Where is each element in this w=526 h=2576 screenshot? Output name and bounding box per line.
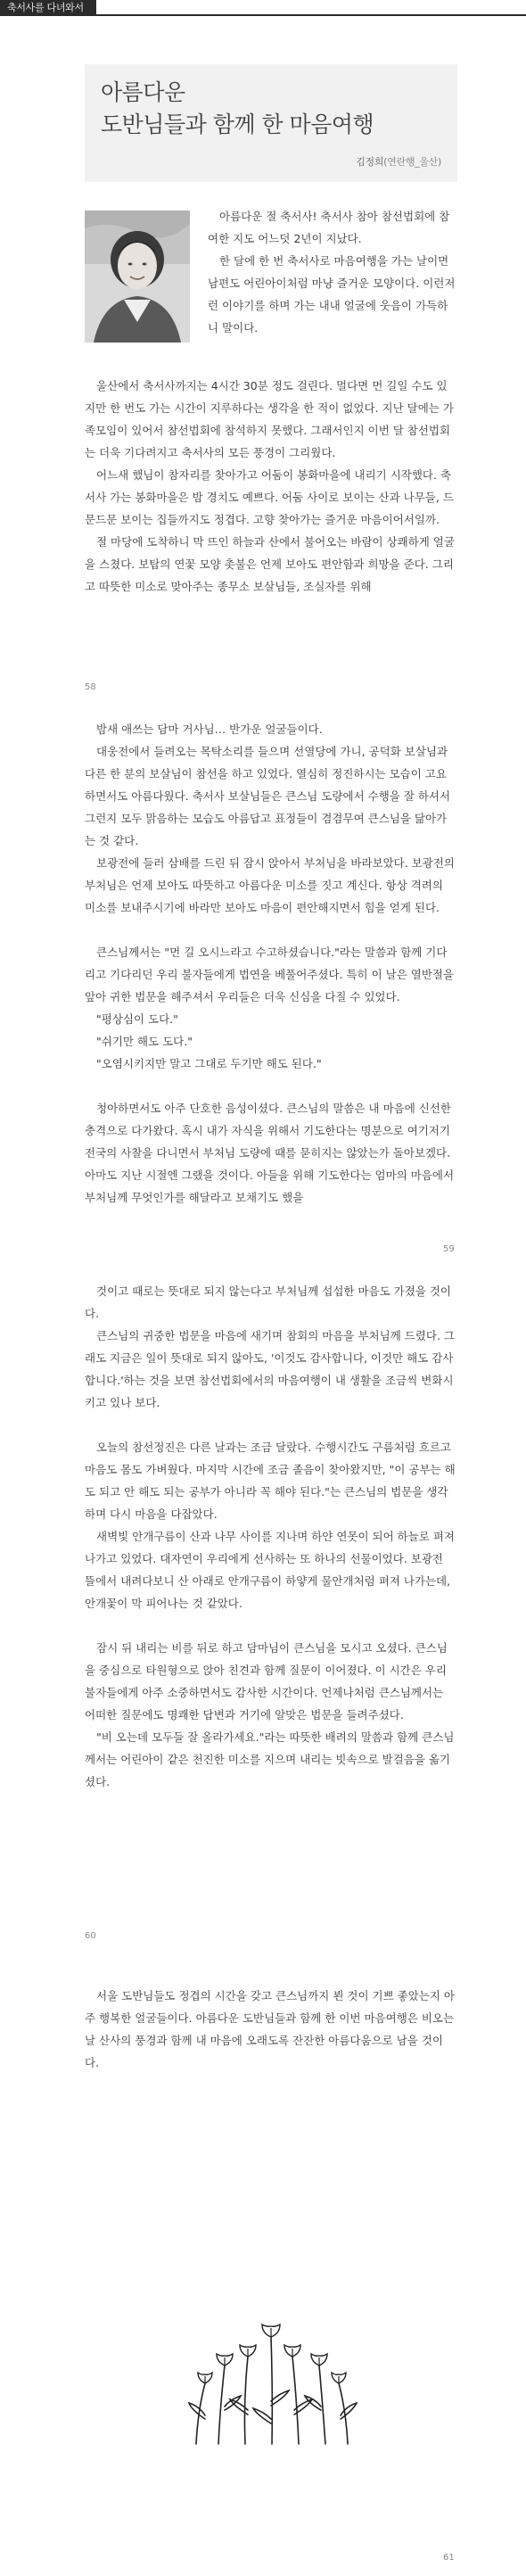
paragraph: 어느새 했님이 참자리를 찾아가고 어둠이 봉화마을에 내리기 시작했다. 축서사 가는 봉화마을은 밤 경치도 예쁘다. 어둠 사이로 보이는 산과 나무들, 드문드문 보이는 집들까지도 정겹다. 고향 찾아가는 즐거운 마음이어서일까. <box>85 468 454 526</box>
byline <box>356 154 441 169</box>
paragraph: 것이고 때로는 뜻대로 되지 않는다고 부처님께 섭섭한 마음도 가졌을 것이다. <box>85 1284 452 1320</box>
page-number: 59 <box>443 1244 455 1254</box>
article-header <box>85 64 457 182</box>
quote: "쉬기만 해도 도다." <box>96 1035 193 1048</box>
lead-text <box>208 205 457 339</box>
flower-illustration <box>178 2321 366 2446</box>
paragraph: 절 마당에 도착하니 막 뜨인 하늘과 산에서 불어오는 바람이 상쾌하게 얼굴을 스쳤다. 보탑의 연꽃 모양 촛불은 언제 보아도 편안함과 희망을 준다. 그리고 따뜻한 미소로 맞아주는 종무소 보살님들, 조실자를 위해 <box>85 535 455 593</box>
paragraph: 울산에서 축서사까지는 4시간 30분 정도 걸린다. 멀다면 먼 길일 수도 있지만 한 번도 가는 시간이 지루하다는 생각을 한 적이 없었다. 지난 달에는 가족모임이 있어서 참선법회에 참석하지 못했다. 그래서인지 이번 달 참선법회는 더욱 기다려지고 축서사의 모든 풍경이 그리웠다. <box>85 379 454 459</box>
paragraph: 서울 도반님들도 정겹의 시간을 갖고 큰스님까지 뵌 것이 기쁘 좋았는지 아주 행복한 얼굴들이다. 아름다운 도반님들과 함께 한 이번 마음여행은 비오는 날 산사의 풍경과 함께 내 마음에 오래도록 잔잔한 아름다움으로 남을 것이다. <box>85 1989 455 2069</box>
paragraph: 새벽빛 안개구름이 산과 나무 사이를 지나며 하얀 연못이 되어 하늘로 펴져나가고 있었다. 대자연이 우리에게 선사하는 또 하나의 선물이었다. 보광전 뜰에서 내려다보니 산 아래로 안개구름이 하얗게 물안개처럼 펴져 나가는데, 안개꽃이 막 피어나는 것 같았다. <box>85 1530 455 1610</box>
page-number: 58 <box>85 682 96 692</box>
article-title-line1: 아름다운 <box>101 79 185 105</box>
body-section-2 <box>85 718 457 1209</box>
paragraph: 큰스님께서는 "먼 길 오시느라고 수고하셨습니다."라는 말씀과 함께 기다리고 기다리던 우리 불자들에게 법연을 베풀어주셨다. 특히 이 날은 열반절을 앞아 귀한 법문을 해주셔서 우리들은 더욱 신심을 다질 수 있었다. <box>85 945 455 1003</box>
paragraph: 잠시 뒤 내리는 비를 뒤로 하고 담마님이 큰스님을 모시고 오셨다. 큰스님을 중심으로 타원형으로 앉아 친견과 함께 질문이 이어졌다. 이 시간은 우리 불자들에게 아주 소중하면서도 감사한 시간이다. 언제나처럼 큰스님께서는 어떠한 질문에도 명쾌한 답변과 거기에 알맞은 법문을 들려주셨다. <box>85 1641 448 1721</box>
author-name: 김정희 <box>356 156 384 168</box>
author-portrait <box>85 211 190 343</box>
paragraph: 청아하면서도 아주 단호한 음성이셨다. 큰스님의 말씀은 내 마음에 신선한 충격으로 다가왔다. 혹시 내가 자식을 위해서 기도한다는 명분으로 여기저기 전국의 사찰을 다니면서 부처님 도량에 때를 묻히지는 않았는가 돌아보겠다. 아마도 지난 시절엔 그랬을 것이다. 아들을 위해 기도한다는 엄마의 마음에서 부처님께 무엇인가를 해달라고 보채기도 했을 <box>85 1102 455 1204</box>
body-section-3 <box>85 1280 457 1793</box>
paragraph: 큰스님의 귀중한 법문을 마음에 새기며 참회의 마음을 부처님께 드렸다. 그래도 지금은 일이 뜻대로 되지 않아도, '이것도 감사합니다, 이것만 해도 감사합니다.'하는 것을 보면 참선법회에서의 마음여행이 내 생활을 조금씩 변화시키고 있나 보다. <box>85 1329 455 1409</box>
article-title-line2: 도반님들과 함께 한 마음여행 <box>101 111 374 137</box>
quote: "평상심이 도다." <box>96 1012 178 1026</box>
paragraph: 보광전에 들러 삼배를 드린 뒤 잠시 앉아서 부처님을 바라보았다. 보광전의 부처님은 언제 보아도 따뜻하고 아름다운 미소를 짓고 계신다. 항상 격려의 미소를 보내주시기에 바라만 보아도 마음이 편안해지면서 힘을 얻게 된다. <box>85 856 455 914</box>
paragraph: 밤새 애쓰는 담마 거사님… 반가운 얼굴들이다. <box>96 722 323 736</box>
page-number: 61 <box>443 2553 455 2563</box>
quote: "오염시키지만 말고 그대로 두기만 해도 된다." <box>96 1057 322 1070</box>
lead-paragraph: 아름다운 절 축서사! 축서사 참아 참선법회에 참여한 지도 어느덧 2년이 지났다. <box>208 210 450 245</box>
body-section-1 <box>85 375 457 598</box>
section-tab: 축서사를 다녀와서 <box>0 0 96 16</box>
paragraph: 대웅전에서 들려오는 목탁소리를 들으며 선열당에 가니, 공덕화 보살님과 다른 한 분의 보살님이 참선을 하고 있었다. 열심히 정진하시는 모습이 고요하면서도 아름다웠다. 축서사 보살님들은 큰스님 도량에서 수행을 잘 하셔서 그런지 모두 맑음하는 모습도 아름답고 표정들이 겸겸무여 큰스님을 닮아가는 것 같다. <box>85 745 451 847</box>
top-rule <box>0 14 526 16</box>
lead-paragraph: 한 달에 한 번 축서사로 마음여행을 가는 날이면 남편도 어린아이처럼 마냥 즐거운 모양이다. 이런저런 이야기를 하며 가는 내내 얼굴에 웃음이 가득하니 말이다. <box>208 254 456 334</box>
author-detail: (연란행_울산) <box>383 156 441 168</box>
body-closing <box>85 1985 457 2074</box>
paragraph: 오늘의 참선정진은 다른 날과는 조금 달랐다. 수행시간도 구름처럼 흐르고 마음도 몸도 가벼웠다. 마지막 시간에 조금 졸음이 찾아왔지만, "이 공부는 해도 되고 안 해도 되는 공부가 아니라 꼭 해야 된다."는 큰스님의 법문을 생각하며 다시 마음을 다잡았다. <box>85 1441 456 1521</box>
paragraph: "비 오는데 모두들 잘 올라가세요."라는 따뜻한 배려의 말씀과 함께 큰스님께서는 어린아이 같은 천진한 미소를 지으며 내리는 빗속으로 발걸음을 옮기셨다. <box>85 1730 455 1788</box>
page-number: 60 <box>85 1931 96 1941</box>
